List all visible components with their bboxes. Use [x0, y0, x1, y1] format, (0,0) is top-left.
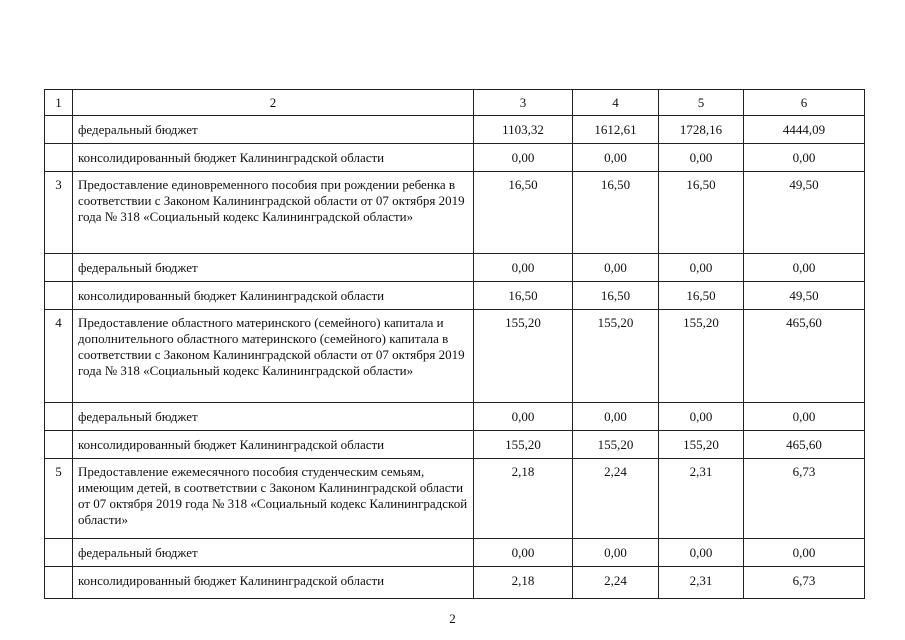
table-row — [45, 403, 865, 431]
value-col-4: 0,00 — [573, 539, 659, 567]
value-col-3: 155,20 — [474, 310, 573, 403]
value-col-5: 0,00 — [659, 539, 744, 567]
row-index — [45, 116, 73, 144]
header-col-4: 4 — [573, 90, 659, 116]
value-col-6: 4444,09 — [744, 116, 865, 144]
value-col-4: 1612,61 — [573, 116, 659, 144]
row-label: федеральный бюджет — [73, 539, 474, 567]
value-col-4: 0,00 — [573, 144, 659, 172]
row-index — [45, 403, 73, 431]
row-label: консолидированный бюджет Калининградской области — [73, 282, 474, 310]
value-col-4: 155,20 — [573, 310, 659, 403]
header-col-2: 2 — [73, 90, 474, 116]
header-col-1: 1 — [45, 90, 73, 116]
row-index: 5 — [45, 459, 73, 539]
value-col-3: 0,00 — [474, 539, 573, 567]
value-col-5: 0,00 — [659, 144, 744, 172]
row-index — [45, 567, 73, 599]
value-col-5: 2,31 — [659, 567, 744, 599]
table-row — [45, 116, 865, 144]
table-row — [45, 254, 865, 282]
value-col-4: 2,24 — [573, 567, 659, 599]
row-label: консолидированный бюджет Калининградской области — [73, 567, 474, 599]
value-col-6: 6,73 — [744, 459, 865, 539]
value-col-6: 0,00 — [744, 144, 865, 172]
value-col-5: 16,50 — [659, 172, 744, 254]
page-number: 2 — [449, 611, 456, 626]
table-row — [45, 567, 865, 599]
row-label: Предоставление ежемесячного пособия студенческим семьям, имеющим детей, в соответствии с Законом Калининградской области от 07 октября 2019 года № 318 «Социальный кодекс Калининградской области» — [73, 459, 474, 539]
row-label: федеральный бюджет — [73, 254, 474, 282]
value-col-6: 0,00 — [744, 403, 865, 431]
header-col-3: 3 — [474, 90, 573, 116]
value-col-3: 0,00 — [474, 403, 573, 431]
value-col-6: 465,60 — [744, 431, 865, 459]
table-row — [45, 282, 865, 310]
value-col-6: 49,50 — [744, 172, 865, 254]
row-index — [45, 254, 73, 282]
value-col-5: 16,50 — [659, 282, 744, 310]
row-index — [45, 282, 73, 310]
value-col-3: 16,50 — [474, 172, 573, 254]
row-label: Предоставление единовременного пособия при рождении ребенка в соответствии с Законом Калининградской области от 07 октября 2019 года № 318 «Социальный кодекс Калининградской области» — [73, 172, 474, 254]
row-label: консолидированный бюджет Калининградской области — [73, 144, 474, 172]
table-row — [45, 459, 865, 539]
table-row — [45, 431, 865, 459]
table-row — [45, 310, 865, 403]
value-col-3: 16,50 — [474, 282, 573, 310]
row-label: федеральный бюджет — [73, 403, 474, 431]
value-col-4: 0,00 — [573, 254, 659, 282]
value-col-5: 155,20 — [659, 431, 744, 459]
budget-table — [44, 89, 865, 599]
value-col-6: 465,60 — [744, 310, 865, 403]
value-col-5: 2,31 — [659, 459, 744, 539]
value-col-4: 155,20 — [573, 431, 659, 459]
row-label: консолидированный бюджет Калининградской области — [73, 431, 474, 459]
value-col-5: 1728,16 — [659, 116, 744, 144]
value-col-3: 0,00 — [474, 254, 573, 282]
header-col-6: 6 — [744, 90, 865, 116]
value-col-3: 2,18 — [474, 567, 573, 599]
row-index — [45, 144, 73, 172]
row-index — [45, 539, 73, 567]
table-row — [45, 539, 865, 567]
row-label: Предоставление областного материнского (семейного) капитала и дополнительного областного материнского (семейного) капитала в соответствии с Законом Калининградской области от 07 октября 2019 года № 318 «Социальный кодекс Калининградской области» — [73, 310, 474, 403]
value-col-4: 16,50 — [573, 172, 659, 254]
value-col-3: 2,18 — [474, 459, 573, 539]
row-index — [45, 431, 73, 459]
value-col-6: 0,00 — [744, 539, 865, 567]
value-col-3: 155,20 — [474, 431, 573, 459]
table-row — [45, 172, 865, 254]
value-col-5: 0,00 — [659, 403, 744, 431]
value-col-4: 0,00 — [573, 403, 659, 431]
value-col-3: 1103,32 — [474, 116, 573, 144]
value-col-6: 6,73 — [744, 567, 865, 599]
row-index: 4 — [45, 310, 73, 403]
value-col-5: 0,00 — [659, 254, 744, 282]
header-row — [45, 90, 865, 116]
value-col-5: 155,20 — [659, 310, 744, 403]
value-col-6: 49,50 — [744, 282, 865, 310]
value-col-6: 0,00 — [744, 254, 865, 282]
row-index: 3 — [45, 172, 73, 254]
row-label: федеральный бюджет — [73, 116, 474, 144]
value-col-3: 0,00 — [474, 144, 573, 172]
table-row — [45, 144, 865, 172]
header-col-5: 5 — [659, 90, 744, 116]
value-col-4: 16,50 — [573, 282, 659, 310]
value-col-4: 2,24 — [573, 459, 659, 539]
